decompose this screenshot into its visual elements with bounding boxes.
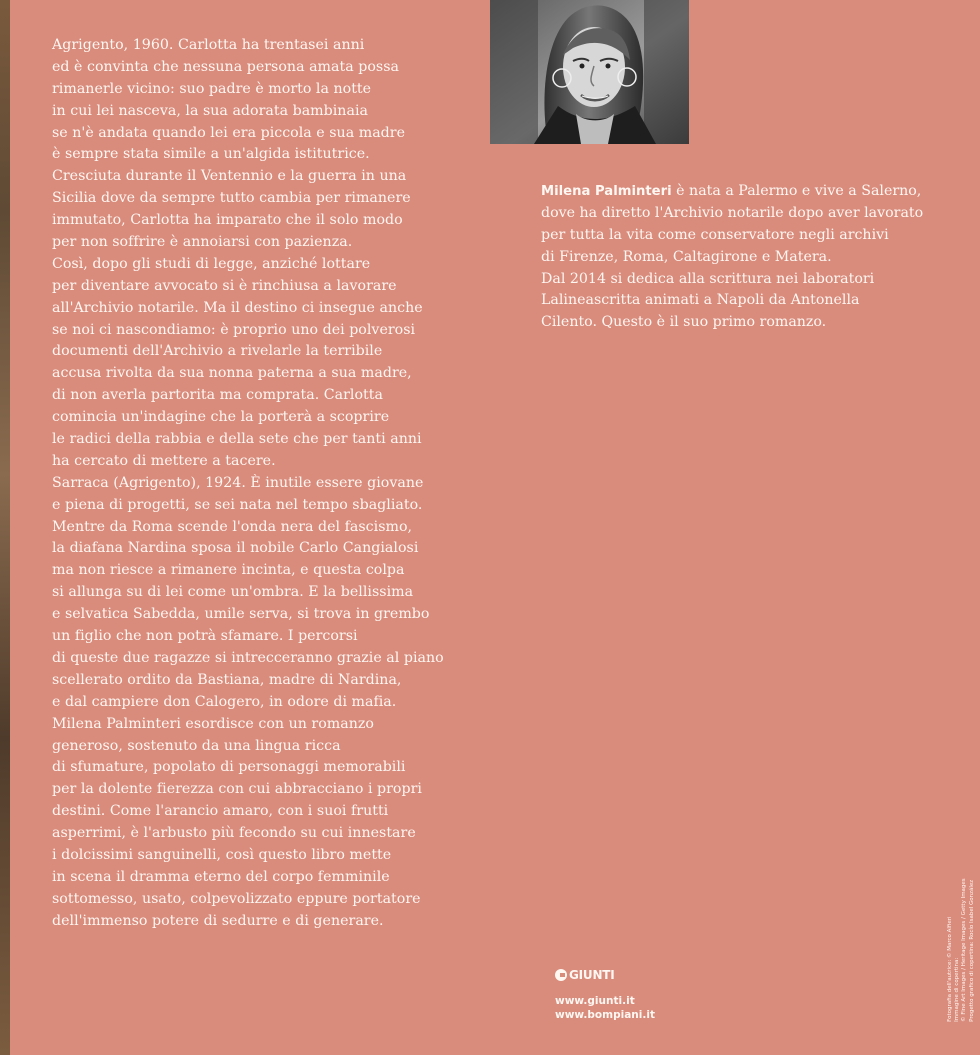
blurb-line: rimanerle vicino: suo padre è morto la notte xyxy=(52,80,372,97)
bio-line: Dal 2014 si dedica alla scrittura nei laboratori xyxy=(541,270,875,287)
blurb-line: dell'immenso potere di sedurre e di generare. xyxy=(52,912,384,929)
blurb-line: asperrimi, è l'arbusto più fecondo su cui innestare xyxy=(52,825,416,842)
blurb-line: di sfumature, popolato di personaggi memorabili xyxy=(52,759,406,776)
bio-line: di Firenze, Roma, Caltagirone e Matera. xyxy=(541,248,832,265)
bio-line: Cilento. Questo è il suo primo romanzo. xyxy=(541,314,827,331)
credit-line: Fotografia dell'autrice: © Marco Alfieri xyxy=(947,916,954,1022)
blurb-line: generoso, sostenuto da una lingua ricca xyxy=(52,737,341,754)
bio-first-line xyxy=(541,181,961,203)
blurb-line: sottomesso, usato, colpevolizzato eppure portatore xyxy=(52,890,421,907)
blurb-line: è sempre stata simile a un'algida istitutrice. xyxy=(52,146,370,163)
blurb-line: accusa rivolta da sua nonna paterna a sua madre, xyxy=(52,365,412,382)
blurb-line: in cui lei nasceva, la sua adorata bambinaia xyxy=(52,102,368,119)
bompiani-website: www.bompiani.it xyxy=(555,1009,655,1021)
blurb-line: ha cercato di mettere a tacere. xyxy=(52,452,276,469)
blurb-line: Mentre da Roma scende l'onda nera del fascismo, xyxy=(52,518,413,535)
publisher-logo xyxy=(555,965,655,985)
blurb-line: per non soffrire è annoiarsi con pazienza. xyxy=(52,234,353,251)
blurb-line: Così, dopo gli studi di legge, anziché lottare xyxy=(52,255,371,272)
publisher-websites xyxy=(555,994,655,1022)
author-biography xyxy=(541,181,961,334)
cover-edge-image-strip xyxy=(0,0,10,1055)
author-portrait-illustration xyxy=(490,0,689,144)
credit-line: Immagine di copertina: xyxy=(954,957,961,1022)
author-photo xyxy=(490,0,689,144)
bio-line: per tutta la vita come conservatore negli archivi xyxy=(541,226,889,243)
blurb-line: le radici della rabbia e della sete che per tanti anni xyxy=(52,431,422,448)
bio-line: Lalineascritta animati a Napoli da Antonella xyxy=(541,292,860,309)
blurb-line: scellerato ordito da Bastiana, madre di Nardina, xyxy=(52,671,402,688)
blurb-line: documenti dell'Archivio a rivelarle la terribile xyxy=(52,343,383,360)
author-name: Milena Palminteri xyxy=(541,184,672,199)
publisher-block xyxy=(555,965,655,1022)
blurb-line: di queste due ragazze si intrecceranno grazie al piano xyxy=(52,649,444,666)
blurb-line: Agrigento, 1960. Carlotta ha trentasei anni xyxy=(52,37,365,53)
blurb-line: Milena Palminteri esordisce con un romanzo xyxy=(52,715,374,732)
blurb-line: Sarraca (Agrigento), 1924. È inutile essere giovane xyxy=(52,474,424,491)
blurb-line: comincia un'indagine che la porterà a scoprire xyxy=(52,409,390,426)
blurb-line: immutato, Carlotta ha imparato che il solo modo xyxy=(52,212,403,229)
credit-line: Progetto grafico di copertina: Rocío Isabel González xyxy=(968,880,975,1022)
publisher-logo-text: GIUNTI xyxy=(569,968,615,982)
bio-first-line-text: è nata a Palermo e vive a Salerno, xyxy=(671,183,922,199)
blurb-line: di non averla partorita ma comprata. Carlotta xyxy=(52,387,383,404)
blurb-line: un figlio che non potrà sfamare. I percorsi xyxy=(52,628,358,645)
blurb-line: Cresciuta durante il Ventennio e la guerra in una xyxy=(52,168,407,185)
image-credits-text xyxy=(947,842,976,1022)
blurb-line: ma non riesce a rimanere incinta, e questa colpa xyxy=(52,562,405,579)
giunti-website: www.giunti.it xyxy=(555,995,635,1007)
blurb-line: in scena il dramma eterno del corpo femminile xyxy=(52,868,390,885)
blurb-line: Sicilia dove da sempre tutto cambia per rimanere xyxy=(52,190,411,207)
bio-line: dove ha diretto l'Archivio notarile dopo aver lavorato xyxy=(541,204,924,221)
blurb-line: se noi ci nascondiamo: è proprio uno dei polverosi xyxy=(52,321,416,338)
blurb-line: e dal campiere don Calogero, in odore di mafia. xyxy=(52,693,397,710)
credit-line: © Fine Art Images / Heritage Images / Getty Images xyxy=(961,878,968,1022)
blurb-line: destini. Come l'arancio amaro, con i suoi frutti xyxy=(52,803,389,820)
blurb-line: all'Archivio notarile. Ma il destino ci insegue anche xyxy=(52,299,423,316)
book-blurb xyxy=(52,35,484,933)
blurb-line: e piena di progetti, se sei nata nel tempo sbagliato. xyxy=(52,496,423,513)
blurb-line: ed è convinta che nessuna persona amata possa xyxy=(52,58,399,75)
blurb-line: per diventare avvocato si è rinchiusa a lavorare xyxy=(52,277,397,294)
blurb-line: si allunga su di lei come un'ombra. E la bellissima xyxy=(52,584,414,601)
giunti-logo-icon xyxy=(555,969,567,981)
image-credits xyxy=(936,842,976,1022)
blurb-line: se n'è andata quando lei era piccola e sua madre xyxy=(52,124,405,141)
blurb-line: la diafana Nardina sposa il nobile Carlo Cangialosi xyxy=(52,540,419,557)
blurb-line: i dolcissimi sanguinelli, così questo libro mette xyxy=(52,846,392,863)
blurb-line: per la dolente fierezza con cui abbracciano i propri xyxy=(52,781,422,798)
blurb-line: e selvatica Sabedda, umile serva, si trova in grembo xyxy=(52,606,430,623)
